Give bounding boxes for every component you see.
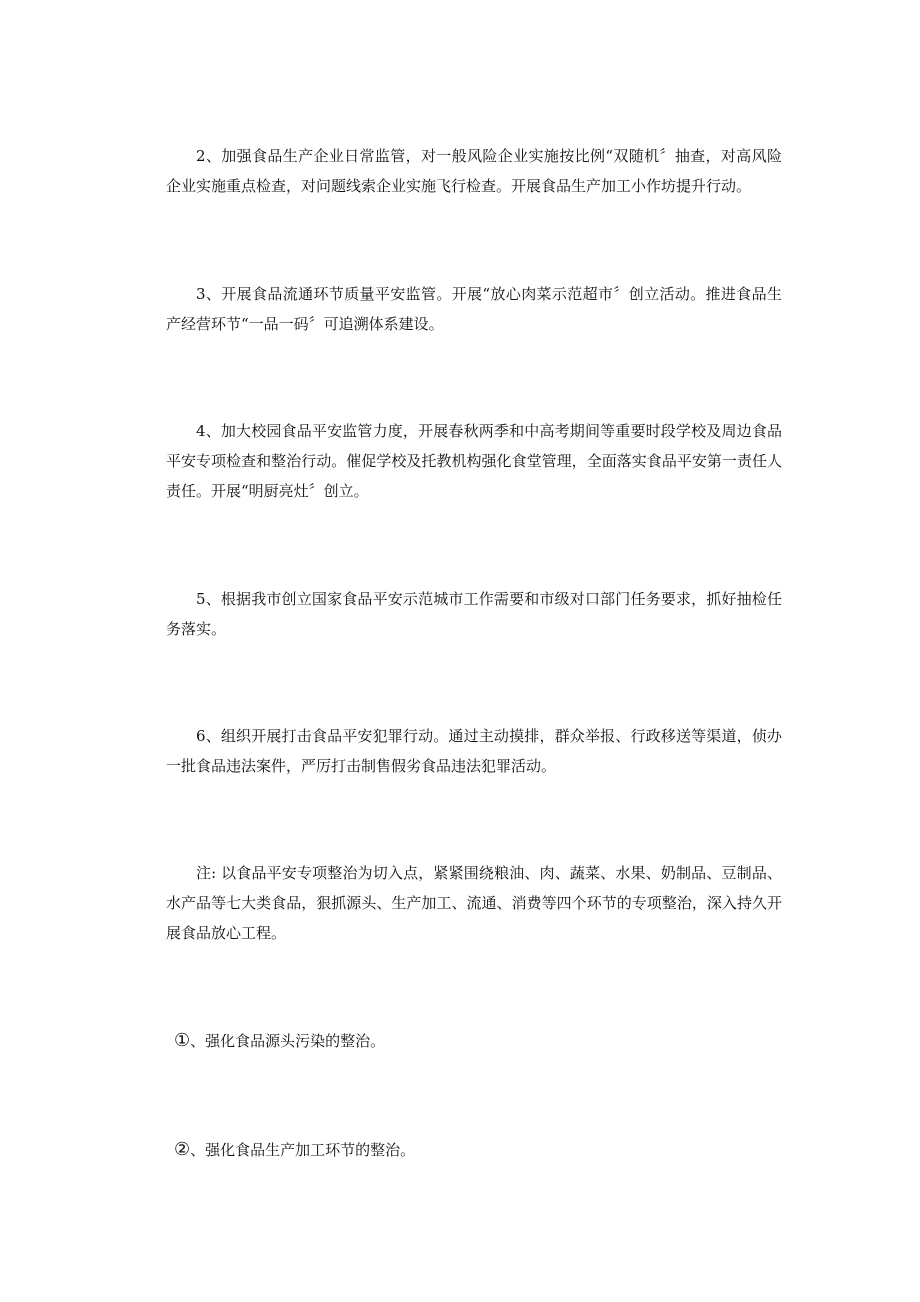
paragraph-6: 6、组织开展打击食品平安犯罪行动。通过主动摸排，群众举报、行政移送等渠道，侦办一批食品违法案件，严厉打击制售假劣食品违法犯罪活动。 (166, 727, 782, 775)
paragraph-3: 3、开展食品流通环节质量平安监管。开展“放心肉菜示范超市〞创立活动。推进食品生产经营环节“一品一码〞可追溯体系建设。 (166, 285, 782, 333)
paragraph-note: 注: 以食品平安专项整治为切入点，紧紧围绕粮油、肉、蔬菜、水果、奶制品、豆制品、水产品等七大类食品，狠抓源头、生产加工、流通、消费等四个环节的专项整治，深入持久开展食品放心工程。 (166, 864, 782, 942)
item-text: 、强化食品生产加工环节的整治。 (190, 1141, 416, 1159)
item-marker: ① (174, 1030, 191, 1051)
paragraph-4: 4、加大校园食品平安监管力度，开展春秋两季和中高考期间等重要时段学校及周边食品平安专项检查和整治行动。催促学校及托教机构强化食堂管理，全面落实食品平安第一责任人责任。开展“明厨亮灶〞创立。 (166, 422, 782, 500)
list-item (166, 1026, 790, 1056)
item-marker: ② (174, 1139, 191, 1160)
paragraph-2: 2、加强食品生产企业日常监管，对一般风险企业实施按比例“双随机〞抽查，对高风险企业实施重点检查，对问题线索企业实施飞行检查。开展食品生产加工小作坊提升行动。 (166, 147, 782, 195)
paragraph-5: 5、根据我市创立国家食品平安示范城市工作需要和市级对口部门任务要求，抓好抽检任务落实。 (166, 590, 782, 638)
list-item (166, 1135, 790, 1165)
item-text: 、强化食品源头污染的整治。 (190, 1032, 386, 1050)
